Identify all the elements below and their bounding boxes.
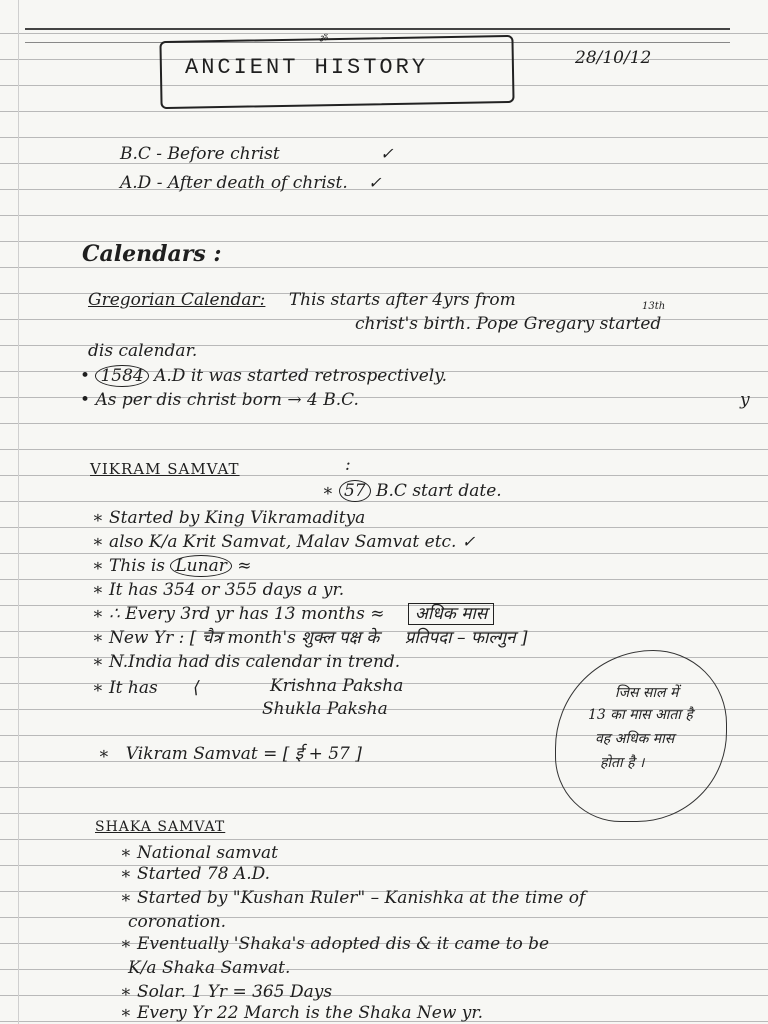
bubble-line: वह अधिक मास xyxy=(595,731,675,747)
vikram-bullet: ∗ also K/a Krit Samvat, Malav Samvat etc. ✓ xyxy=(92,532,476,552)
abbrev-bc xyxy=(120,146,394,163)
gregorian-line3: dis calendar. xyxy=(88,341,198,361)
gregorian-sup: 13th xyxy=(642,301,666,312)
shaka-bullet: ∗ Started by "Kushan Ruler" – Kanishka at the time of xyxy=(120,888,586,908)
shaka-coronation: coronation. xyxy=(128,912,227,932)
vikram-bullet: ∗ This is Lunar ≈ xyxy=(92,556,252,576)
margin-line xyxy=(18,0,19,1024)
vikram-bullet: ∗ It has 354 or 355 days a yr. xyxy=(92,580,345,600)
colon-mark: : xyxy=(345,455,351,475)
vikram-bullet: ∗ It has ⟨ xyxy=(92,678,200,698)
abbrev-ad xyxy=(120,175,382,192)
abbrev-bc-text: B.C - Before christ xyxy=(120,144,280,164)
pratipada-text: प्रतिपदा – फाल्गुन ] xyxy=(404,628,528,648)
gregorian-text1: This starts after 4yrs from xyxy=(288,290,516,310)
gregorian-label: Gregorian Calendar: xyxy=(88,290,266,310)
check-icon: ✓ xyxy=(368,173,382,192)
gregorian-bullet1-text: A.D it was started retrospectively. xyxy=(154,366,447,386)
krishna-paksha: Krishna Paksha xyxy=(270,676,404,696)
check-icon: ✓ xyxy=(380,144,394,163)
chaitra-text: [ चैत्र month's शुक्ल पक्ष के xyxy=(189,628,380,648)
gregorian-bullet2-text: As per dis christ born → 4 B.C. xyxy=(95,390,359,410)
gregorian-text2: christ's birth. Pope Gregary started xyxy=(355,314,662,334)
vikram-bullet: ∗ New Yr : [ चैत्र month's शुक्ल पक्ष के प्रतिपदा – फाल्गुन ] xyxy=(92,628,528,648)
date: 28/10/12 xyxy=(575,48,652,68)
top-rule xyxy=(25,28,730,30)
shaka-heading: SHAKA SAMVAT xyxy=(95,819,226,835)
vikram-bullet: ∗ Started by King Vikramaditya xyxy=(92,508,366,528)
vikram-formula: Vikram Samvat = [ ई + 57 ] xyxy=(125,744,362,764)
bubble-line: 13 का मास आता है xyxy=(588,707,693,723)
adhik-maas-box: अधिक मास xyxy=(408,603,494,625)
vikram-start-text: B.C start date. xyxy=(376,481,502,501)
shaka-bullet: ∗ Eventually 'Shaka's adopted dis & it came to be xyxy=(120,934,550,954)
vikram-formula-line: ∗ Vikram Samvat = [ ई + 57 ] xyxy=(98,744,362,764)
shaka-bullet: ∗ Solar. 1 Yr = 365 Days xyxy=(120,982,333,1002)
calendars-heading: Calendars : xyxy=(82,241,222,267)
year-57: 57 xyxy=(339,480,371,502)
shaka-bullet: ∗ Started 78 A.D. xyxy=(120,864,271,884)
gregorian-bullet2: • As per dis christ born → 4 B.C. xyxy=(80,390,359,410)
gregorian-line2 xyxy=(355,316,661,333)
gregorian-bullet1: • 1584 A.D it was started retrospectively. xyxy=(80,366,447,386)
vikram-bullet: ∗ N.India had dis calendar in trend. xyxy=(92,652,401,672)
shaka-bullet: ∗ National samvat xyxy=(120,843,278,863)
margin-note: y xyxy=(740,390,750,410)
year-1584: 1584 xyxy=(95,365,148,387)
vikram-heading: VIKRAM SAMVAT xyxy=(90,460,240,478)
page-title: ANCIENT HISTORY xyxy=(185,55,429,80)
gregorian-line1 xyxy=(88,292,516,309)
shukla-paksha: Shukla Paksha xyxy=(262,699,388,719)
shaka-ka-line: K/a Shaka Samvat. xyxy=(128,958,291,978)
bubble-line: होता है । xyxy=(600,755,645,771)
vikram-start: ∗ 57 B.C start date. xyxy=(322,481,502,501)
shaka-bullet: ∗ Every Yr 22 March is the Shaka New yr. xyxy=(120,1003,484,1023)
om-mark: ॐ xyxy=(318,34,328,45)
bubble-line: जिस साल में xyxy=(615,685,679,701)
abbrev-ad-text: A.D - After death of christ. xyxy=(120,173,348,193)
lunar-circled: Lunar xyxy=(170,555,231,577)
vikram-bullet: ∗ ∴ Every 3rd yr has 13 months ≈ अधिक मास xyxy=(92,606,494,623)
